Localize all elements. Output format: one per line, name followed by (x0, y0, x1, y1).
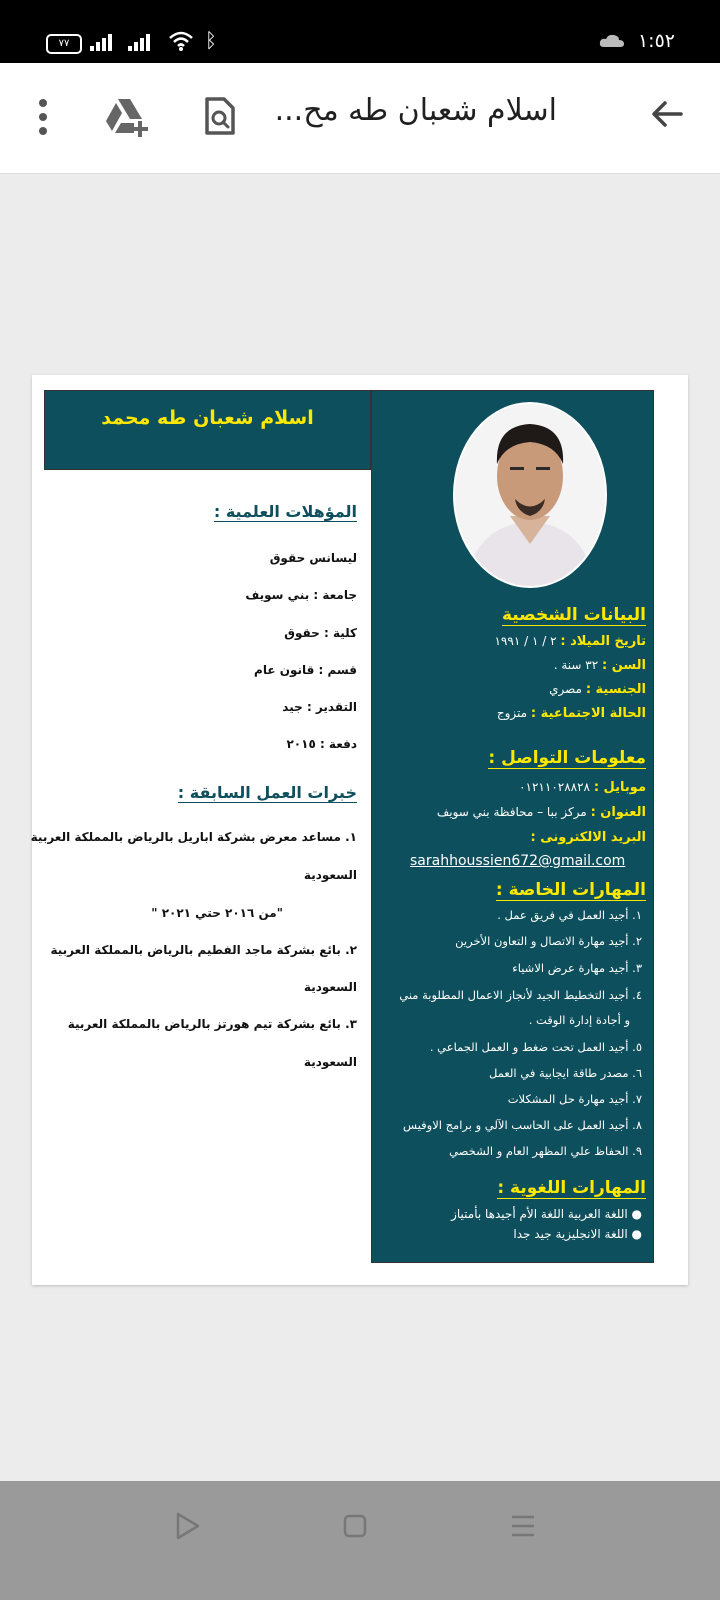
app-toolbar (0, 63, 720, 174)
skill-item: ٦. مصدر طاقة ايجابية في العمل (488, 1066, 642, 1080)
marital-label: الحالة الاجتماعية : (530, 706, 646, 721)
language-text: اللغة الانجليزية جيد جدا (513, 1227, 628, 1241)
experience-line: السعودية (303, 980, 357, 994)
home-square-nav-icon[interactable] (342, 1511, 368, 1541)
name-header (44, 390, 371, 470)
language-text: اللغة العربية اللغة الأم أجيدها بأمتياز (451, 1207, 628, 1221)
qualification-item: التقدير : جيد (282, 700, 357, 714)
system-nav-bar (0, 1481, 720, 1600)
experience-line: ٣. بائع بشركة تيم هورتز بالرياض بالمملكة العربية (67, 1017, 357, 1031)
marital-row (497, 706, 646, 721)
play-back-nav-icon[interactable] (175, 1511, 201, 1541)
skill-item: ٢. أجيد مهارة الاتصال و التعاون الأخرين (455, 934, 642, 948)
experience-line: السعودية (303, 1055, 357, 1069)
address-value: مركز ببا – محافظة بني سويف (436, 805, 587, 819)
dob-value: ٢ / ١ / ١٩٩١ (494, 634, 557, 648)
candidate-name: اسلام شعبان طه محمد (101, 407, 314, 429)
experience-line: ٢. بائع بشركة ماجد الفطيم بالرياض بالمملكة العربية (50, 943, 357, 957)
skill-item: ٥. أجيد العمل تحت ضغط و العمل الجماعي . (429, 1040, 642, 1054)
skill-item: ٧. أجيد مهارة حل المشكلات (507, 1092, 642, 1106)
experience-line: السعودية (303, 868, 357, 882)
recents-menu-nav-icon[interactable] (510, 1511, 536, 1541)
skill-item: ٨. أجيد العمل على الحاسب الآلي و برامج الاوفيس (403, 1118, 642, 1132)
nationality-value: مصري (549, 682, 582, 696)
skill-item: ٩. الحفاظ علي المظهر العام و الشخصي (449, 1144, 642, 1158)
email-row (531, 830, 646, 845)
skill-item-continued: و أجادة إدارة الوقت . (528, 1013, 630, 1027)
battery-icon (46, 34, 82, 54)
personal-info-heading: البيانات الشخصية (501, 605, 646, 625)
nationality-row (549, 682, 646, 697)
add-to-drive-icon[interactable] (104, 97, 150, 137)
signal-icon-2 (128, 33, 154, 51)
email-link[interactable]: sarahhoussien672@gmail.com (410, 853, 626, 869)
battery-level: ٧٧ (58, 38, 70, 49)
portrait-image (455, 404, 605, 586)
back-arrow-icon[interactable] (649, 96, 685, 132)
age-row (554, 658, 646, 673)
age-value: ٣٢ سنة . (553, 658, 599, 672)
experience-heading: خبرات العمل السابقة : (177, 783, 357, 802)
signal-icon (90, 33, 116, 51)
skill-item: ٤. أجيد التخطيط الجيد لأنجاز الاعمال المطلوبة مني (399, 988, 642, 1002)
language-item: ● اللغة الانجليزية جيد جدا (513, 1227, 642, 1241)
dob-row (494, 634, 646, 649)
status-bar (0, 0, 720, 63)
nationality-label: الجنسية : (585, 682, 646, 697)
experience-period: "من ٢٠١٦ حتي ٢٠٢١ " (151, 906, 283, 920)
qualification-item: قسم : قانون عام (254, 663, 357, 677)
qualification-item: ليسانس حقوق (269, 551, 357, 565)
wifi-icon (168, 30, 194, 52)
age-label: السن : (602, 658, 646, 673)
contact-heading: معلومات التواصل : (488, 748, 646, 768)
mobile-value: ٠١٢١١٠٢٨٨٢٨ (519, 780, 590, 794)
skill-item: ٣. أجيد مهارة عرض الاشياء (512, 961, 642, 975)
skill-item: ١. أجيد العمل في فريق عمل . (497, 908, 642, 922)
skills-heading: المهارات الخاصة : (495, 880, 646, 900)
profile-photo (453, 402, 607, 588)
address-label: العنوان : (590, 805, 646, 820)
mobile-label: موبايل : (593, 780, 646, 795)
qualifications-heading: المؤهلات العلمية : (213, 502, 357, 521)
qualification-item: جامعة : بني سويف (245, 588, 357, 602)
more-options-icon[interactable] (36, 99, 50, 135)
cloud-icon (599, 34, 625, 48)
languages-heading: المهارات اللغوية : (497, 1178, 646, 1198)
language-item: ● اللغة العربية اللغة الأم أجيدها بأمتياز (451, 1207, 642, 1221)
email-label: البريد الالكترونى : (530, 830, 646, 845)
dob-label: تاريخ الميلاد : (560, 634, 646, 649)
bluetooth-icon: ᛒ (205, 28, 217, 52)
qualification-item: كلية : حقوق (284, 626, 357, 640)
search-document-icon[interactable] (204, 97, 236, 135)
marital-value: متزوج (496, 706, 528, 720)
mobile-row (519, 780, 646, 795)
qualification-item: دفعة : ٢٠١٥ (286, 737, 357, 751)
experience-line: ١. مساعد معرض بشركة اباريل بالرياض بالمملكة العربية (30, 830, 357, 844)
document-title: اسلام شعبان طه مح... (274, 93, 557, 128)
address-row (437, 805, 646, 820)
clock: ١:٥٢ (637, 30, 675, 52)
